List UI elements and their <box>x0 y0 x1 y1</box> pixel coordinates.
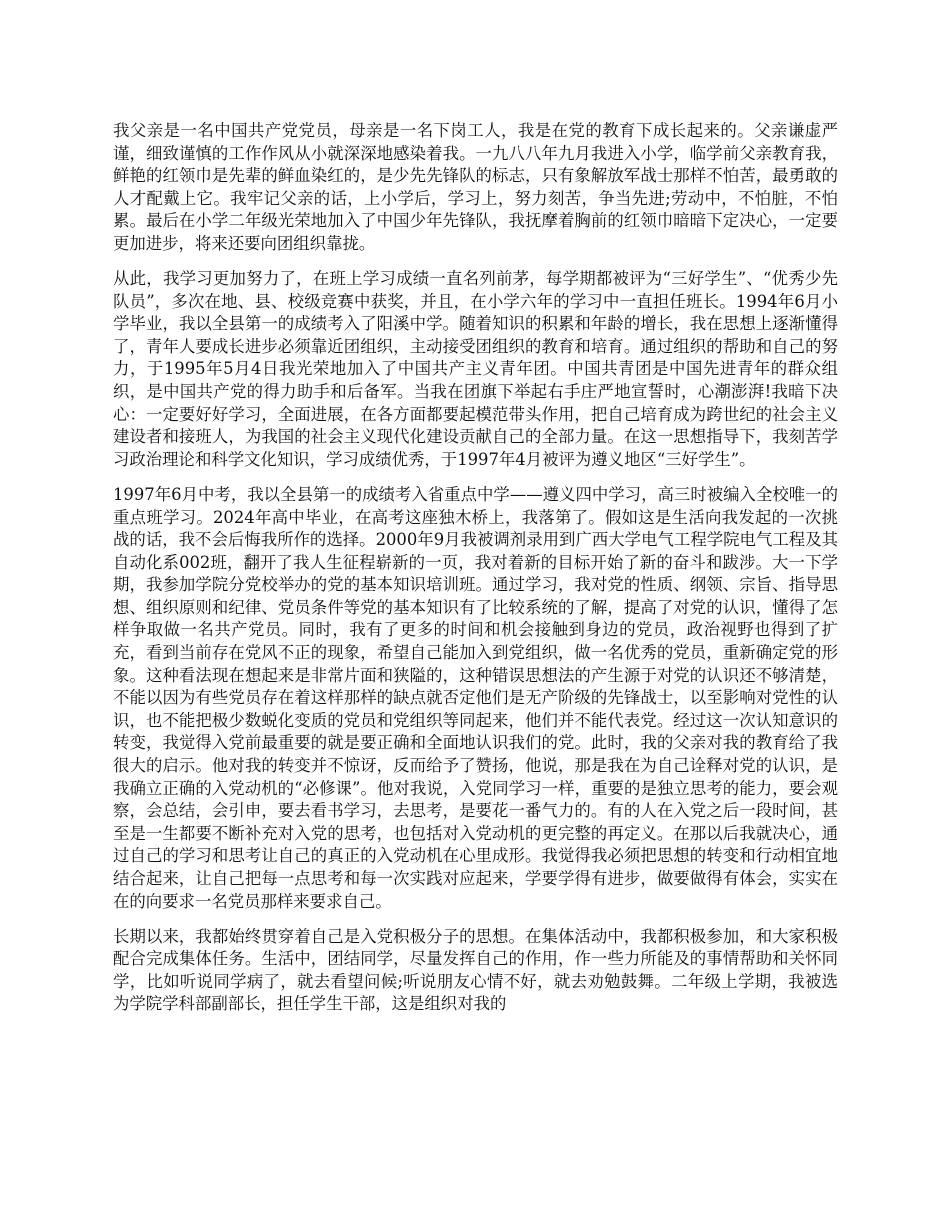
paragraph-activist-conduct: 长期以来，我都始终贯穿着自己是入党积极分子的思想。在集体活动中，我都积极参加，和大家积极配合完成集体任务。生活中，团结同学，尽量发挥自己的作用，作一些力所能及的事情帮助和关怀同学，比如听说同学病了，就去看望问候;听说朋友心情不好，就去劝勉鼓舞。二年级上学期，我被选为学院学科部副部长，担任学生干部，这是组织对我的 <box>113 926 838 1014</box>
document-page <box>113 120 838 1029</box>
paragraph-family-background: 我父亲是一名中国共产党党员，母亲是一名下岗工人，我是在党的教育下成长起来的。父亲谦虚严谨，细致谨慎的工作作风从小就深深地感染着我。一九八八年九月我进入小学，临学前父亲教育我，鲜艳的红领巾是先辈的鲜血染红的，是少先先锋队的标志，只有象解放军战士那样不怕苦，最勇敢的人才配戴上它。我牢记父亲的话，上小学后，学习上，努力刻苦，争当先进;劳动中，不怕脏，不怕累。最后在小学二年级光荣地加入了中国少年先锋队，我抚摩着胸前的红领巾暗暗下定决心，一定要更加进步，将来还要向团组织靠拢。 <box>113 121 838 253</box>
paragraph-youth-league: 从此，我学习更加努力了，在班上学习成绩一直名列前茅，每学期都被评为“三好学生”、“优秀少先队员”，多次在地、县、校级竞赛中获奖，并且，在小学六年的学习中一直担任班长。1994年6月小学毕业，我以全县第一的成绩考入了阳溪中学。随着知识的积累和年龄的增长，我在思想上逐渐懂得了，青年人要成长进步必须靠近团组织，主动接受团组织的教育和培育。通过组织的帮助和自己的努力，于1995年5月4日我光荣地加入了中国共产主义青年团。中国共青团是中国先进青年的群众组织，是中国共产党的得力助手和后备军。当我在团旗下举起右手庄严地宣誓时，心潮澎湃!我暗下决心：一定要好好学习，全面进展，在各方面都要起模范带头作用，把自己培育成为跨世纪的社会主义建设者和接班人，为我国的社会主义现代化建设贡献自己的全部力量。在这一思想指导下，我刻苦学习政治理论和科学文化知识，学习成绩优秀，于1997年4月被评为遵义地区“三好学生”。 <box>113 269 838 469</box>
paragraph-university-party-study: 1997年6月中考，我以全县第一的成绩考入省重点中学——遵义四中学习，高三时被编入全校唯一的重点班学习。2024年高中毕业，在高考这座独木桥上，我落第了。假如这是生活向我发起的一次挑战的话，我不会后悔我所作的选择。2000年9月我被调剂录用到广西大学电气工程学院电气工程及其自动化系002班，翻开了我人生征程崭新的一页，我对着新的目标开始了新的奋斗和跋涉。大一下学期，我参加学院分党校举办的党的基本知识培训班。通过学习，我对党的性质、纲领、宗旨、指导思想、组织原则和纪律、党员条件等党的基本知识有了比较系统的了解，提高了对党的认识，懂得了怎样争取做一名共产党员。同时，我有了更多的时间和机会接触到身边的党员，政治视野也得到了扩充，看到当前存在党风不正的现象，希望自己能加入到党组织，做一名优秀的党员，重新确定党的形象。这种看法现在想起来是非常片面和狭隘的，这种错误思想法的产生源于对党的认识还不够清楚，不能以因为有些党员存在着这样那样的缺点就否定他们是无产阶级的先锋战士，以至影响对党性的认识，也不能把极少数蜕化变质的党员和党组织等同起来，他们并不能代表党。经过这一次认知意识的转变，我觉得入党前最重要的就是要正确和全面地认识我们的党。此时，我的父亲对我的教育给了我很大的启示。他对我的转变并不惊讶，反而给予了赞扬，他说，那是我在为自己诠释对党的认识，是我确立正确的入党动机的“必修课”。他对我说，入党同学习一样，重要的是独立思考的能力，要会观察，会总结，会引申，要去看书学习，去思考，是要花一番气力的。有的人在入党之后一段时间，甚至是一生都要不断补充对入党的思考，也包括对入党动机的更完整的再定义。在那以后我就决心，通过自己的学习和思考让自己的真正的入党动机在心里成形。我觉得我必须把思想的转变和行动相宜地结合起来，让自己把每一点思考和每一次实践对应起来，学要学得有进步，做要做得有体会，实实在在的向要求一名党员那样来要求自己。 <box>113 484 838 911</box>
